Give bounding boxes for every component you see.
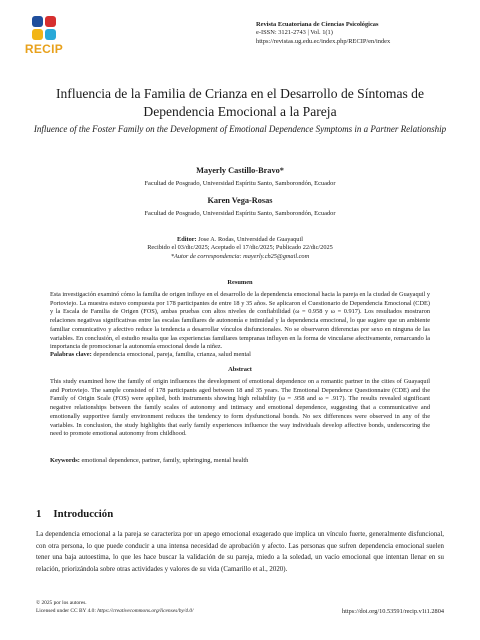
journal-url[interactable]: https://revistas.ug.edu.ec/index.php/RECIP/en/index: [256, 37, 391, 45]
editor-line: [40, 236, 440, 244]
journal-info: [256, 21, 456, 46]
author-name: Karen Vega-Rosas: [207, 196, 273, 205]
section-heading: [36, 508, 113, 520]
journal-name: Revista Ecuatoriana de Ciencias Psicológicas: [256, 21, 379, 28]
logo-square-red: [45, 16, 56, 27]
license-line: [36, 608, 194, 616]
author-name: Mayerly Castillo-Bravo*: [196, 166, 284, 175]
keywords-label: Palabras clave:: [50, 351, 92, 358]
logo-square-blue: [32, 16, 43, 27]
introduction-text: La dependencia emocional a la pareja se caracteriza por un apego emocional exagerado que implica un vínculo fuerte, generalmente disfuncional, con otra persona, lo que puede conducir a una intensa necesidad de aprobación y afecto. Las personas que sufren dependencia emocional suelen tener una baja autoestima, lo que les hace buscar la validación de su pareja, miedo a la soledad, un vacío emocional que intentan llenar en su relación, priorizándola sobre otras actividades y valores de su vida (Camarillo et al., 2020).: [36, 531, 444, 573]
abstract-keywords: [50, 457, 430, 464]
abstract-heading: Abstract: [228, 366, 252, 373]
editor-label: Editor:: [177, 236, 197, 243]
resumen-keywords: [50, 351, 430, 358]
section-number: 1: [36, 508, 42, 520]
keywords-list: emotional dependence, partner, family, upbringing, mental health: [81, 457, 249, 464]
copyright-text: © 2025 por los autores.: [36, 600, 87, 606]
footer-license: [36, 600, 194, 616]
journal-issn: e-ISSN: 3121-2743 | Vol. 1(1): [256, 29, 333, 37]
section-title: Introducción: [53, 508, 114, 520]
logo-mark-icon: [32, 16, 56, 40]
editor-name: Jose A. Rodas, Universidad de Guayaquil: [198, 236, 303, 243]
correspondence-line[interactable]: *Autor de correspondencia: mayerly.cb25@gmail.com: [170, 252, 310, 260]
author-affiliation: Facultad de Posgrado, Universidad Espíritu Santo, Samborondón, Ecuador: [144, 210, 336, 217]
author-affiliation: Facultad de Posgrado, Universidad Espíritu Santo, Samborondón, Ecuador: [144, 180, 336, 187]
editorial-info: [40, 236, 440, 261]
logo-square-yellow: [32, 29, 43, 40]
license-link[interactable]: https://creativecommons.org/licenses/by/4.0/: [97, 607, 194, 614]
dates-line: Recibido el 03/dic/2025; Aceptado el 17/dic/2025; Publicado 22/dic/2025: [147, 244, 333, 252]
journal-logo: [24, 16, 64, 55]
logo-text: RECIP: [24, 42, 64, 56]
resumen-text: Esta investigación examinó cómo la familia de origen influye en el desarrollo de la dependencia emocional hacia la pareja en la ciudad de Guayaquil y Portoviejo. La muestra estuvo compuesta por 178 participantes de entre 18 y 35 años. Se aplicaron el Cuestionario de Dependencia Emocional (CDE) y la Escala de Familia de Origen (FOS), ambas pruebas con altos niveles de confiabilidad (ω = 0.958 y ω = 0.917). Los resultados mostraron relaciones negativas significativas entre las escalas familiares de autonomía e intimidad y la dependencia emocional, lo que sugiere que un ambiente familiar comunicativo y afectivo reduce la tendencia a desarrollar vínculos disfuncionales. No se observaron diferencias por sexo en ninguna de las variables. En conclusión, el estudio resalta que las experiencias familiares tempranas influyen en la forma de vincularse afectivamente, remarcando la importancia de promocionar la autonomía emocional desde la niñez.: [50, 291, 430, 351]
license-prefix: Licensed under CC BY 4.0:: [36, 607, 96, 614]
article-title-es: Influencia de la Familia de Crianza en el Desarrollo de Síntomas de Dependencia Emocional a la Pareja: [55, 86, 425, 119]
logo-square-cyan: [45, 29, 56, 40]
abstract-text: This study examined how the family of origin influences the development of emotional dependence on a romantic partner in the cities of Guayaquil and Portoviejo. The sample consisted of 178 participants aged between 18 and 35 years. The Emotional Dependence Questionnaire (CDE) and the Family of Origin Scale (FOS) were applied, both instruments showing high reliability (ω = .958 and ω = .917). The results revealed significant negative relationships between the family scales of autonomy and intimacy and emotional dependence, suggesting that a communicative and emotionally supportive family environment reduces the tendency to form dysfunctional bonds. No sex differences were observed in any of the variables. In conclusion, the study highlights that early family experiences influence the way individuals develop affective bonds, underscoring the need to promote emotional autonomy from childhood.: [50, 378, 430, 438]
keywords-list: dependencia emocional, pareja, familia, crianza, salud mental: [93, 351, 251, 358]
keywords-label: Keywords:: [50, 457, 80, 464]
doi-link[interactable]: https://doi.org/10.53591/recip.v1i1.2804: [341, 608, 444, 615]
resumen-heading: Resumen: [227, 279, 253, 286]
article-title-en: Influence of the Foster Family on the Development of Emotional Dependence Symptoms in a Partner Relationship: [33, 124, 447, 134]
